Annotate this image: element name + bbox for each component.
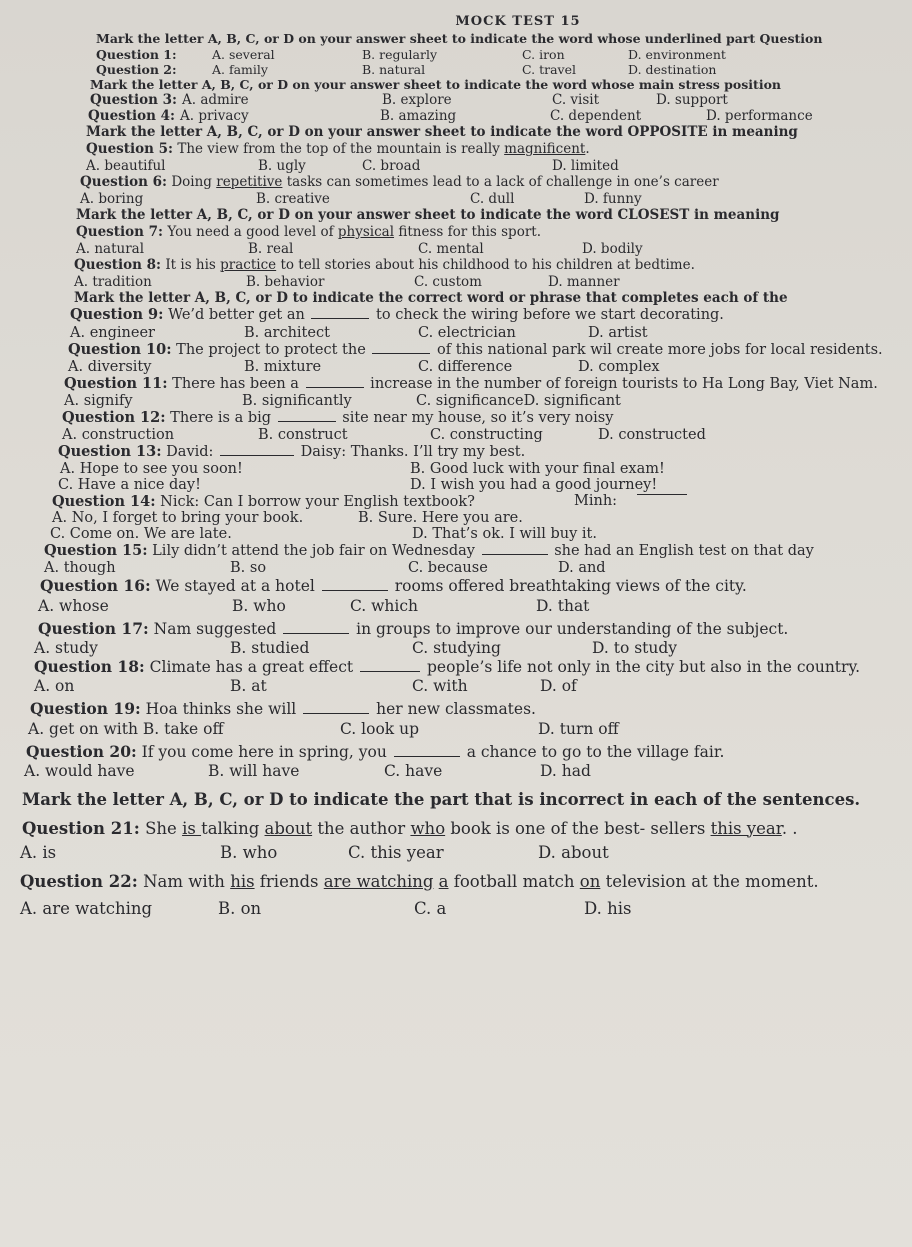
- instruction-closest: Mark the letter A, B, C, or D on your answer sheet to indicate the word CLOSEST in meaning: [76, 206, 780, 223]
- question-text: David:: [166, 443, 219, 460]
- question-label: Question 8:: [74, 256, 162, 273]
- question-label: Question 19:: [30, 699, 141, 719]
- option-d: D. That’s ok. I will buy it.: [412, 526, 597, 542]
- question-label: Question 9:: [70, 306, 164, 324]
- option-b: B. mixture: [244, 358, 322, 375]
- question-label: Question 17:: [38, 618, 149, 638]
- underlined-word: physical: [337, 223, 395, 240]
- question-label: Question 18:: [34, 656, 145, 676]
- question-5: [86, 141, 882, 158]
- option-c: C. because: [408, 560, 488, 577]
- option-b: B. so: [230, 560, 267, 577]
- question-18-options: [34, 677, 882, 695]
- question-text: Hoa thinks she will: [145, 700, 302, 719]
- option-a: A. several: [212, 46, 275, 62]
- question-9-options: [70, 325, 882, 341]
- question-label: Question 20:: [26, 741, 137, 761]
- text: friends: [254, 872, 324, 892]
- question-text: There has been a: [172, 375, 304, 392]
- option-a: A. study: [34, 638, 98, 657]
- question-21: [22, 819, 882, 840]
- option-b: B. regularly: [362, 46, 438, 62]
- question-12: [62, 409, 882, 427]
- underlined-part-a: is: [182, 818, 202, 838]
- question-label: Question 6:: [80, 174, 168, 190]
- question-label: Question 11:: [64, 374, 168, 392]
- option-c: C. with: [412, 677, 468, 696]
- question-label: Question 4:: [88, 108, 176, 125]
- question-label: Question 16:: [40, 576, 151, 596]
- question-text-end: fitness for this sport.: [394, 223, 541, 240]
- underlined-part-a: are watching: [323, 872, 434, 892]
- question-label: Question 10:: [68, 340, 172, 358]
- question-text-end: her new classmates.: [371, 700, 536, 719]
- option-a: A. on: [34, 677, 75, 696]
- question-text-end: in groups to improve our understanding of the subject.: [351, 619, 789, 638]
- question-3: [90, 92, 882, 108]
- option-a: A. Hope to see you soon!: [60, 461, 243, 477]
- option-a-b: A. get on with B. take off: [28, 719, 224, 738]
- option-a: A. admire: [182, 92, 249, 109]
- underlined-word: practice: [220, 256, 277, 273]
- instruction-complete: Mark the letter A, B, C, or D to indicate the correct word or phrase that completes each of the: [74, 289, 788, 306]
- question-text: The project to protect the: [176, 341, 371, 358]
- option-a: A. boring: [80, 190, 144, 207]
- question-11-options: [64, 393, 882, 409]
- option-b: B. creative: [256, 190, 330, 207]
- answer-blank: [360, 670, 420, 672]
- question-text: It is his: [165, 256, 221, 273]
- option-a: A. construction: [62, 426, 175, 443]
- question-15-options: [44, 560, 882, 576]
- text: talking: [201, 818, 265, 838]
- question-text-end: of this national park wil create more jobs for local residents.: [432, 341, 883, 358]
- underlined-word: repetitive: [216, 174, 283, 190]
- question-12-options: [62, 427, 882, 443]
- question-10: [68, 341, 882, 359]
- option-b: B. significantly: [242, 392, 352, 409]
- option-d: D. destination: [628, 61, 717, 77]
- option-c: C. dependent: [550, 108, 642, 125]
- option-b: B. architect: [244, 324, 330, 341]
- question-14-options-row2: [50, 526, 882, 542]
- option-d: D. manner: [548, 273, 620, 290]
- answer-blank: [220, 454, 294, 456]
- question-6-options: [80, 191, 882, 207]
- question-text: We’d better get an: [168, 307, 310, 324]
- question-text: Nick: Can I borrow your English textbook?: [160, 494, 475, 510]
- option-d: D. that: [536, 596, 590, 615]
- option-d: D. about: [538, 843, 609, 863]
- option-c: C. significanceD. significant: [416, 392, 621, 409]
- answer-blank: [322, 589, 388, 591]
- underlined-word: magnificent: [504, 141, 586, 158]
- question-5-options: [86, 158, 882, 174]
- option-a: A. would have: [24, 762, 135, 780]
- question-text: There is a big: [170, 409, 276, 426]
- question-20: [26, 742, 882, 762]
- question-2: [96, 62, 882, 77]
- underlined-part-d: about: [264, 818, 313, 838]
- option-d: D. I wish you had a good journey!: [410, 477, 658, 493]
- question-label: Question 15:: [44, 542, 148, 559]
- question-8-options: [74, 274, 882, 290]
- question-text-end: she had an English test on that day: [549, 543, 814, 559]
- option-a: A. privacy: [180, 108, 249, 125]
- option-c: C. which: [350, 596, 419, 615]
- text: football match: [448, 872, 580, 892]
- question-17: [38, 619, 882, 639]
- answer-blank: [306, 386, 364, 388]
- question-15: [44, 542, 882, 560]
- underlined-part-b: who: [410, 818, 446, 838]
- option-c: C. electrician: [418, 324, 516, 341]
- question-18: [34, 657, 882, 677]
- underlined-part-b: on: [579, 872, 601, 892]
- answer-blank: [482, 553, 548, 555]
- option-b: B. on: [218, 898, 262, 918]
- option-b: B. Sure. Here you are.: [358, 510, 523, 526]
- question-14: [52, 493, 882, 510]
- option-b: B. amazing: [380, 108, 457, 125]
- question-text-wrap: [52, 493, 574, 510]
- question-label: Question 5:: [86, 141, 174, 158]
- option-a: A. are watching: [20, 898, 153, 918]
- question-6: [80, 174, 882, 191]
- question-label: Question 22:: [20, 872, 138, 892]
- question-20-options: [24, 762, 882, 780]
- option-a: A. diversity: [68, 358, 152, 375]
- question-19: [30, 699, 882, 719]
- option-c: C. iron: [522, 46, 565, 62]
- question-text: Doing: [171, 174, 217, 190]
- question-text: Climate has a great effect: [149, 657, 359, 676]
- instruction-underlined: Mark the letter A, B, C, or D on your answer sheet to indicate the word whose underlined part Question: [96, 31, 823, 46]
- option-b: B. studied: [230, 638, 310, 657]
- option-c: C. have: [384, 762, 443, 780]
- option-d: D. to study: [592, 638, 678, 657]
- option-c: C. travel: [522, 61, 576, 77]
- option-a: A. whose: [38, 596, 109, 615]
- option-c: C. dull: [470, 190, 515, 207]
- option-c: C. a: [414, 898, 447, 918]
- option-a: A. engineer: [70, 324, 155, 341]
- option-c: C. difference: [418, 358, 513, 375]
- question-22-options: [20, 899, 882, 918]
- question-7: [76, 224, 882, 241]
- question-text-end: .: [585, 141, 590, 158]
- option-b: B. natural: [362, 61, 426, 77]
- question-label: Question 2:: [96, 61, 177, 77]
- option-b: B. ugly: [258, 158, 306, 174]
- text: the author: [312, 818, 411, 838]
- question-text-end: site near my house, so it’s very noisy: [337, 409, 614, 426]
- question-17-options: [34, 639, 882, 657]
- question-label: Question 7:: [76, 223, 164, 240]
- question-13-options-row1: [60, 461, 882, 477]
- option-c: C. constructing: [430, 426, 543, 443]
- option-b: B. who: [232, 596, 286, 615]
- option-c: C. Come on. We are late.: [50, 526, 232, 542]
- answer-blank: [278, 420, 336, 422]
- option-d: D. support: [656, 92, 728, 109]
- question-text: You need a good level of: [167, 223, 338, 240]
- question-label: Question 1:: [96, 46, 177, 62]
- option-a: A. beautiful: [86, 158, 166, 174]
- question-text: If you come here in spring, you: [141, 742, 392, 761]
- question-13-options-row2: [58, 477, 882, 493]
- option-a: A. tradition: [74, 273, 152, 290]
- option-b: B. construct: [258, 426, 348, 443]
- option-a: A. is: [20, 843, 57, 863]
- text: television at the moment.: [600, 872, 819, 892]
- answer-blank: [303, 712, 369, 714]
- question-text-end: rooms offered breathtaking views of the city.: [389, 577, 747, 596]
- text: Nam with: [143, 872, 231, 892]
- option-a: A. No, I forget to bring your book.: [52, 510, 304, 526]
- option-d: D. and: [558, 560, 606, 577]
- option-d: D. performance: [706, 108, 813, 125]
- question-text-end: tasks can sometimes lead to a lack of challenge in one’s career: [282, 174, 719, 190]
- question-16-options: [38, 597, 882, 615]
- option-d: D. had: [540, 762, 591, 780]
- question-19-options: [28, 720, 882, 738]
- question-text-end: to check the wiring before we start decorating.: [371, 307, 724, 324]
- option-c: C. look up: [340, 719, 420, 738]
- instruction-stress: Mark the letter A, B, C, or D on your answer sheet to indicate the word whose main stress position: [90, 76, 781, 92]
- answer-blank: [394, 755, 460, 757]
- option-c: C. broad: [362, 158, 421, 174]
- question-text-end: Daisy: Thanks. I’ll try my best.: [296, 443, 526, 460]
- question-text: We stayed at a hotel: [155, 577, 320, 596]
- option-a: A. family: [212, 61, 268, 77]
- question-1: [96, 47, 882, 62]
- option-b: B. behavior: [246, 273, 325, 290]
- text: . .: [781, 818, 798, 838]
- option-b: B. who: [220, 843, 278, 863]
- option-c: C. custom: [414, 273, 482, 290]
- question-label: Question 21:: [22, 818, 140, 838]
- option-a: A. though: [44, 560, 116, 577]
- answer-blank: [311, 317, 369, 319]
- option-c: C. visit: [552, 92, 600, 109]
- question-14-options-row1: [52, 510, 882, 526]
- answer-blank: [637, 493, 687, 495]
- option-d: D. his: [584, 898, 632, 918]
- question-21-options: [20, 843, 882, 862]
- speaker-minh: Minh:: [574, 493, 618, 509]
- question-text-end: increase in the number of foreign tourists to Ha Long Bay, Viet Nam.: [365, 375, 878, 392]
- question-13: [58, 443, 882, 461]
- question-9: [70, 306, 882, 324]
- underlined-part-d: his: [230, 872, 255, 892]
- text: book is one of the best- sellers: [445, 818, 711, 838]
- option-c: C. this year: [348, 843, 444, 863]
- answer-blank: [372, 352, 430, 354]
- question-text-end: to tell stories about his childhood to his children at bedtime.: [276, 256, 695, 273]
- answer-blank: [283, 632, 349, 634]
- underlined-part-c: a: [438, 872, 449, 892]
- option-d: D. artist: [588, 324, 648, 341]
- question-label: Question 3:: [90, 92, 178, 109]
- option-b: B. Good luck with your final exam!: [410, 461, 665, 477]
- instruction-opposite: Mark the letter A, B, C, or D on your answer sheet to indicate the word OPPOSITE in meaning: [86, 124, 798, 141]
- text: She: [145, 818, 183, 838]
- option-b: B. at: [230, 677, 267, 696]
- option-b: B. explore: [382, 92, 452, 109]
- option-b: B. will have: [208, 762, 300, 780]
- instruction-incorrect: Mark the letter A, B, C, or D to indicate the part that is incorrect in each of the sentences.: [22, 790, 861, 809]
- question-4: [88, 108, 882, 124]
- question-label: Question 13:: [58, 442, 162, 460]
- question-text: The view from the top of the mountain is really: [177, 141, 505, 158]
- option-d: D. environment: [628, 46, 726, 62]
- question-text-end: people’s life not only in the city but also in the country.: [422, 657, 861, 676]
- question-8: [74, 257, 882, 274]
- question-16: [40, 576, 882, 596]
- underlined-part-c: this year: [710, 818, 782, 838]
- question-text: Nam suggested: [153, 619, 282, 638]
- option-d: D. limited: [552, 158, 619, 174]
- option-d: D. constructed: [598, 426, 706, 443]
- question-22: [20, 872, 882, 893]
- option-d: D. bodily: [582, 240, 643, 257]
- question-text-end: a chance to go to the village fair.: [461, 742, 725, 761]
- option-a: A. natural: [76, 240, 145, 257]
- option-d: D. turn off: [538, 719, 619, 738]
- option-c: C. mental: [418, 240, 484, 257]
- option-d: D. funny: [584, 190, 642, 207]
- question-11: [64, 375, 882, 393]
- question-label: Question 12:: [62, 408, 166, 426]
- option-c: C. Have a nice day!: [58, 477, 201, 493]
- question-7-options: [76, 241, 882, 257]
- page-title: MOCK TEST 15: [455, 14, 581, 29]
- option-a: A. signify: [64, 392, 133, 409]
- question-text: Lily didn’t attend the job fair on Wednesday: [152, 543, 480, 559]
- question-10-options: [68, 359, 882, 375]
- option-d: D. of: [540, 677, 577, 696]
- option-b: B. real: [248, 240, 294, 257]
- question-label: Question 14:: [52, 493, 156, 510]
- option-d: D. complex: [578, 358, 660, 375]
- option-c: C. studying: [412, 638, 501, 657]
